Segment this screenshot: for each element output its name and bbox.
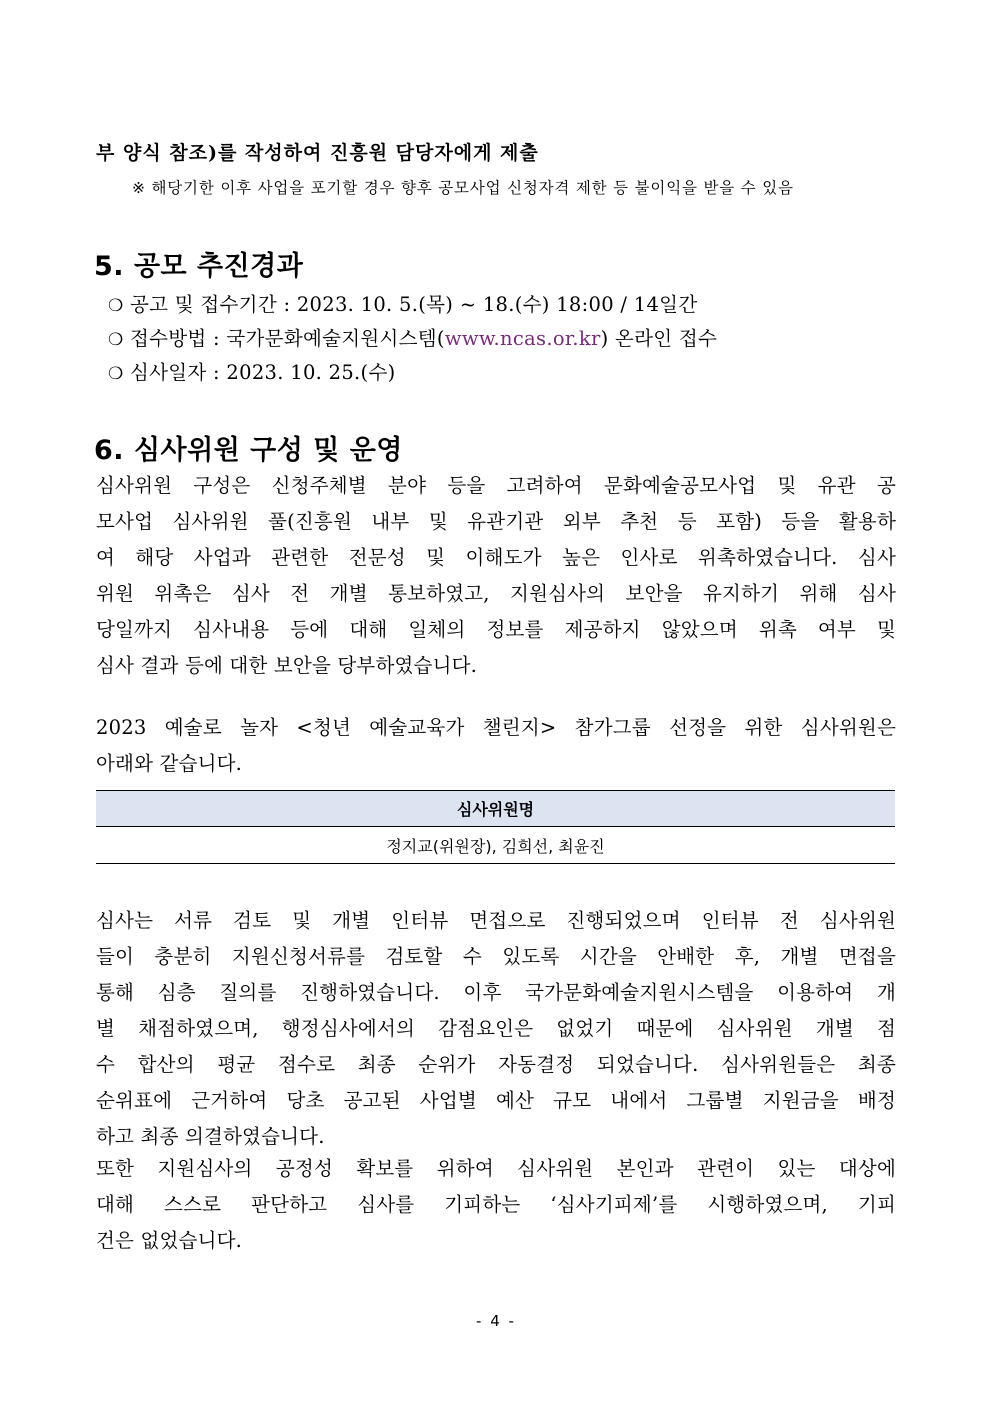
item-text: 공고 및 접수기간 : 2023. 10. 5.(목) ~ 18.(수) 18:00 / 14일간 [130, 293, 698, 316]
para-line: 수 합산의 평균 점수로 최종 순위가 자동결정 되었습니다. 심사위원들은 최종 [96, 1053, 896, 1076]
para-line: 건은 없었습니다. [96, 1229, 243, 1252]
intro-line: 부 양식 참조)를 작성하여 진흥원 담당자에게 제출 [96, 142, 539, 164]
para-line: 들이 충분히 지원신청서류를 검토할 수 있도록 시간을 안배한 후, 개별 면접을 [96, 945, 896, 968]
bullet-circle-icon: ❍ [108, 364, 124, 384]
section6-title: 6. 심사위원 구성 및 운영 [94, 435, 403, 466]
section6-paragraph-1 [96, 468, 896, 684]
intro-note: ※ 해당기한 이후 사업을 포기할 경우 향후 공모사업 신청자격 제한 등 불이익을 받을 수 있음 [132, 179, 794, 197]
para-line: 통해 심층 질의를 진행하였습니다. 이후 국가문화예술지원시스템을 이용하여 개 [96, 981, 896, 1004]
para-line: 별 채점하였으며, 행정심사에서의 감점요인은 없었기 때문에 심사위원 개별 점 [96, 1017, 896, 1040]
para-line: 아래와 같습니다. [96, 752, 243, 775]
para-line: 여 해당 사업과 관련한 전문성 및 이해도가 높은 인사로 위촉하였습니다. 심사 [96, 546, 896, 569]
item-text-suffix: ) 온라인 접수 [600, 327, 718, 350]
para-line: 하고 최종 의결하였습니다. [96, 1125, 325, 1148]
table-cell: 정지교(위원장), 김희선, 최윤진 [96, 827, 895, 864]
page-number: - 4 - [476, 1312, 516, 1330]
section5-title: 5. 공모 추진경과 [94, 251, 304, 282]
bullet-circle-icon: ❍ [108, 330, 124, 350]
para-line: 2023 예술로 놀자 <청년 예술교육가 챌린지> 참가그룹 선정을 위한 심사위원은 [96, 716, 896, 739]
section5-item-3 [108, 357, 396, 385]
para-line: 순위표에 근거하여 당초 공고된 사업별 예산 규모 내에서 그룹별 지원금을 배정 [96, 1089, 896, 1112]
para-line: 심사위원 구성은 신청주체별 분야 등을 고려하여 문화예술공모사업 및 유관 공 [96, 474, 896, 497]
section6-paragraph-2 [96, 710, 896, 782]
para-line: 또한 지원심사의 공정성 확보를 위하여 심사위원 본인과 관련이 있는 대상에 [96, 1157, 896, 1180]
table-header: 심사위원명 [96, 791, 895, 827]
item-text: 심사일자 : 2023. 10. 25.(수) [130, 361, 396, 384]
para-line: 심사는 서류 검토 및 개별 인터뷰 면접으로 진행되었으며 인터뷰 전 심사위원 [96, 909, 896, 932]
section5-item-1 [108, 289, 697, 317]
para-line: 당일까지 심사내용 등에 대해 일체의 정보를 제공하지 않았으며 위촉 여부 및 [96, 618, 896, 641]
para-line: 심사 결과 등에 대한 보안을 당부하였습니다. [96, 654, 478, 677]
section5-item-2 [108, 323, 717, 351]
section6-paragraph-3 [96, 903, 896, 1155]
committee-table [96, 790, 895, 864]
item-text-prefix: 접수방법 : 국가문화예술지원시스템( [130, 327, 445, 350]
ncas-link[interactable]: www.ncas.or.kr [444, 327, 601, 350]
para-line: 모사업 심사위원 풀(진흥원 내부 및 유관기관 외부 추천 등 포함) 등을 활용하 [96, 510, 896, 533]
para-line: 위원 위촉은 심사 전 개별 통보하였고, 지원심사의 보안을 유지하기 위해 심사 [96, 582, 896, 605]
bullet-circle-icon: ❍ [108, 296, 124, 316]
section6-paragraph-4 [96, 1151, 896, 1259]
para-line: 대해 스스로 판단하고 심사를 기피하는 ‘심사기피제’를 시행하였으며, 기피 [96, 1193, 896, 1216]
